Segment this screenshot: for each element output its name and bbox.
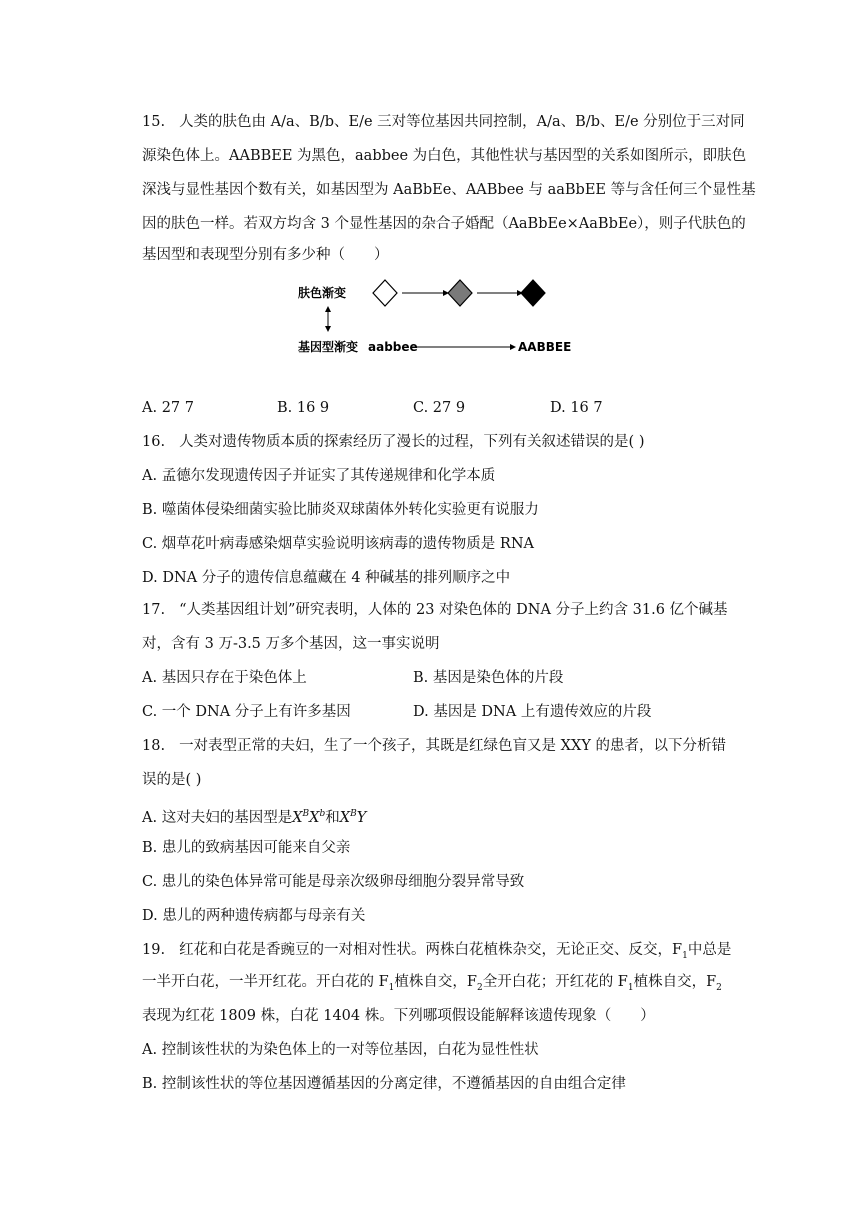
- q17-option-b[interactable]: B. 基因是染色体的片段: [413, 670, 564, 686]
- q18-line-1: 18. 一对表型正常的夫妇，生了一个孩子，其既是红绿色盲又是 XXY 的患者，以下分析错: [142, 738, 726, 754]
- genotype-father: $X^BY$: [339, 809, 367, 826]
- q18-number: 18.: [142, 738, 166, 754]
- diamond-black: [521, 280, 545, 306]
- q15-option-c[interactable]: C. 27 9: [413, 400, 466, 416]
- skin-gradient-label: 肤色渐变: [298, 286, 347, 300]
- q16-option-b[interactable]: B. 噬菌体侵染细菌实验比肺炎双球菌体外转化实验更有说服力: [142, 502, 539, 518]
- q17-line-2: 对，含有 3 万-3.5 万多个基因，这一事实说明: [142, 636, 440, 652]
- q15-number: 15.: [142, 114, 166, 130]
- diagram-svg: [290, 274, 590, 364]
- q18-line-2: 误的是( ): [142, 772, 202, 788]
- vertical-arrow-down-head: [325, 326, 331, 332]
- q15-option-a[interactable]: A. 27 7: [142, 400, 194, 416]
- q17-option-a[interactable]: A. 基因只存在于染色体上: [142, 670, 307, 686]
- q15-line-1: 15. 人类的肤色由 A/a、B/b、E/e 三对等位基因共同控制，A/a、B/b、E/e 分别位于三对同: [142, 114, 745, 130]
- q16-stem: 16. 人类对遗传物质本质的探索经历了漫长的过程，下列有关叙述错误的是( ): [142, 434, 645, 450]
- genotype-end: AABBEE: [518, 340, 572, 354]
- q16-option-a[interactable]: A. 孟德尔发现遗传因子并证实了其传递规律和化学本质: [142, 468, 496, 484]
- q19-line-3: 表现为红花 1809 株，白花 1404 株。下列哪项假设能解释该遗传现象（ ）: [142, 1008, 655, 1024]
- genotype-start: aabbee: [368, 340, 418, 354]
- q19-number: 19.: [142, 942, 166, 958]
- vertical-arrow-up-head: [325, 306, 331, 312]
- q16-option-c[interactable]: C. 烟草花叶病毒感染烟草实验说明该病毒的遗传物质是 RNA: [142, 536, 534, 552]
- q19-line-2: 一半开白花，一半开红花。开白花的 $F_1$植株自交，$F_2$全开白花；开红花的 $F_1$植株自交，$F_2$: [142, 974, 722, 993]
- q15-line-3: 深浅与显性基因个数有关，如基因型为 AaBbEe、AABbee 与 aaBbEE 等与含任何三个显性基: [142, 182, 756, 198]
- skin-color-diagram: [290, 274, 590, 364]
- q18-option-a[interactable]: A. 这对夫妇的基因型是$X^BX^b$和$X^BY$: [142, 809, 367, 826]
- q15-line-4: 因的肤色一样。若双方均含 3 个显性基因的杂合子婚配（AaBbEe×AaBbEe），则子代肤色的: [142, 216, 746, 232]
- diamond-gray: [448, 280, 472, 306]
- q17-number: 17.: [142, 602, 166, 618]
- diamond-white: [373, 280, 397, 306]
- q15-option-d[interactable]: D. 16 7: [550, 400, 603, 416]
- q18-option-c[interactable]: C. 患儿的染色体异常可能是母亲次级卵母细胞分裂异常导致: [142, 874, 525, 890]
- q16-option-d[interactable]: D. DNA 分子的遗传信息蕴藏在 4 种碱基的排列顺序之中: [142, 570, 511, 586]
- q19-line-1: 19. 红花和白花是香豌豆的一对相对性状。两株白花植株杂交，无论正交、反交，$F_1$中总是: [142, 942, 732, 961]
- q17-option-c[interactable]: C. 一个 DNA 分子上有许多基因: [142, 704, 351, 720]
- q15-option-b[interactable]: B. 16 9: [277, 400, 330, 416]
- q18-option-b[interactable]: B. 患儿的致病基因可能来自父亲: [142, 840, 351, 856]
- q19-option-a[interactable]: A. 控制该性状的为染色体上的一对等位基因，白花为显性性状: [142, 1042, 539, 1058]
- q19-option-b[interactable]: B. 控制该性状的等位基因遵循基因的分离定律，不遵循基因的自由组合定律: [142, 1076, 626, 1092]
- q15-line-5: 基因型和表现型分别有多少种（ ）: [142, 247, 389, 263]
- genotype-gradient-label: 基因型渐变: [298, 340, 359, 354]
- genotype-arrow-head: [510, 344, 516, 350]
- q18-option-d[interactable]: D. 患儿的两种遗传病都与母亲有关: [142, 908, 366, 924]
- q15-line-2: 源染色体上。AABBEE 为黑色，aabbee 为白色，其他性状与基因型的关系如图所示，即肤色: [142, 148, 747, 164]
- q17-line-1: 17. “人类基因组计划”研究表明，人体的 23 对染色体的 DNA 分子上约含 31.6 亿个碱基: [142, 602, 728, 618]
- q16-number: 16.: [142, 434, 166, 450]
- q17-option-d[interactable]: D. 基因是 DNA 上有遗传效应的片段: [413, 704, 652, 720]
- genotype-mother: $X^BX^b$: [292, 809, 326, 826]
